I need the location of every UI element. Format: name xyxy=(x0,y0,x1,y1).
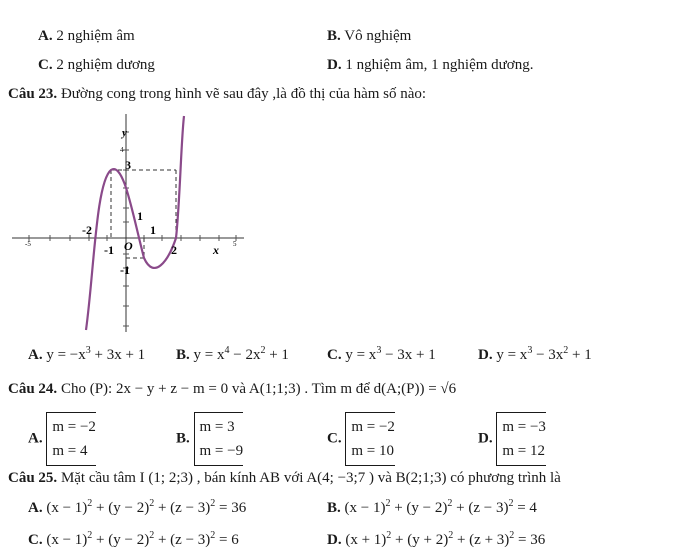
exponent: 4 xyxy=(224,345,230,356)
option-math-rest: + 3x + 1 xyxy=(90,347,146,363)
option-math-rest: + 1 xyxy=(265,347,289,363)
term-z: + (z + 3) xyxy=(453,532,510,548)
term-rhs: = 36 xyxy=(215,500,247,516)
q23-option-d xyxy=(478,347,592,364)
option-bracket xyxy=(46,412,96,466)
term-z: + (z − 3) xyxy=(154,532,211,548)
option-label: D. xyxy=(478,347,493,363)
term-x: (x − 1) xyxy=(46,532,88,548)
label-2: 2 xyxy=(171,243,177,257)
question-number: Câu 24. xyxy=(8,381,58,397)
option-label: C. xyxy=(28,532,43,548)
exponent: 2 xyxy=(87,498,93,509)
exponent: 3 xyxy=(527,345,533,356)
label-neg2: -2 xyxy=(82,223,92,237)
option-label: C. xyxy=(38,57,53,73)
exponent: 2 xyxy=(448,530,454,541)
term-y: + (y − 2) xyxy=(92,500,150,516)
exponent: 2 xyxy=(447,498,453,509)
q22-option-c xyxy=(38,57,155,74)
exponent: 3 xyxy=(85,345,91,356)
exponent: 2 xyxy=(385,498,391,509)
option-label: B. xyxy=(327,28,341,44)
option-bracket xyxy=(194,412,244,466)
bracket-line-1: m = −3 xyxy=(502,419,546,435)
q22-option-d xyxy=(327,57,533,74)
term-rhs: = 4 xyxy=(513,500,537,516)
q25-option-d xyxy=(327,532,545,549)
option-bracket xyxy=(496,412,546,466)
q23-stem xyxy=(8,86,426,103)
bracket-line-2: m = 10 xyxy=(351,443,394,459)
option-math-mid: − 2x xyxy=(229,347,261,363)
term-y: + (y − 2) xyxy=(390,500,448,516)
option-math: y = x xyxy=(193,347,225,363)
term-x: (x − 1) xyxy=(46,500,88,516)
option-label: A. xyxy=(28,347,43,363)
q22-option-a xyxy=(38,28,135,45)
option-text: 2 nghiệm dương xyxy=(56,57,155,73)
x-axis-label: x xyxy=(213,243,219,257)
q25-option-a xyxy=(28,500,246,517)
q24-option-c xyxy=(327,412,395,466)
label-neg1: -1 xyxy=(104,243,114,257)
option-bracket xyxy=(345,412,395,466)
bracket-line-1: m = −2 xyxy=(52,419,96,435)
option-label: D. xyxy=(327,57,342,73)
curve xyxy=(86,116,184,330)
function-graph xyxy=(8,112,253,334)
question-text: Mặt cầu tâm I (1; 2;3) , bán kính AB với A(4; −3;7 ) và B(2;1;3) có phương trình là xyxy=(60,470,561,486)
q24-option-b xyxy=(176,412,243,466)
bracket-line-2: m = 12 xyxy=(502,443,545,459)
exponent: 2 xyxy=(563,345,569,356)
label-origin: O xyxy=(124,239,133,253)
question-text: Đường cong trong hình vẽ sau đây ,là đồ thị của hàm số nào: xyxy=(60,86,427,102)
option-label: C. xyxy=(327,430,342,447)
q25-option-c xyxy=(28,532,239,549)
term-rhs: = 36 xyxy=(514,532,546,548)
option-label: B. xyxy=(327,500,341,516)
q23-option-c xyxy=(327,347,436,364)
term-z: + (z − 3) xyxy=(154,500,211,516)
option-text: 2 nghiệm âm xyxy=(56,28,135,44)
label-3: 3 xyxy=(125,158,131,172)
term-x: (x + 1) xyxy=(345,532,387,548)
option-math: y = x xyxy=(496,347,528,363)
tick-label-neg5: -5 xyxy=(25,240,31,248)
option-label: A. xyxy=(28,430,43,447)
option-math-mid: − 3x xyxy=(532,347,564,363)
option-label: B. xyxy=(176,347,190,363)
option-math-rest: + 1 xyxy=(568,347,592,363)
exponent: 2 xyxy=(260,345,266,356)
exponent: 3 xyxy=(376,345,382,356)
exponent: 2 xyxy=(149,498,155,509)
option-label: B. xyxy=(176,430,190,447)
exponent: 2 xyxy=(508,498,514,509)
bracket-line-1: m = 3 xyxy=(199,419,235,435)
term-z: + (z − 3) xyxy=(452,500,509,516)
exponent: 2 xyxy=(509,530,515,541)
label-neg1-y: -1 xyxy=(120,263,130,277)
option-math-rest: − 3x + 1 xyxy=(381,347,436,363)
term-y: + (y + 2) xyxy=(391,532,449,548)
exponent: 2 xyxy=(210,498,216,509)
question-number: Câu 23. xyxy=(8,86,58,102)
question-text: Cho (P): 2x − y + z − m = 0 và A(1;1;3) . Tìm m để d(A;(P)) = √6 xyxy=(60,381,457,397)
option-label: D. xyxy=(478,430,493,447)
bracket-line-1: m = −2 xyxy=(351,419,395,435)
q24-stem xyxy=(8,381,456,398)
q23-option-a xyxy=(28,347,145,364)
label-1b: 1 xyxy=(150,223,156,237)
exponent: 2 xyxy=(149,530,155,541)
question-number: Câu 25. xyxy=(8,470,58,486)
option-label: A. xyxy=(38,28,53,44)
q23-option-b xyxy=(176,347,289,364)
q22-option-b xyxy=(327,28,411,45)
y-axis-label: y xyxy=(122,127,127,139)
option-text: 1 nghiệm âm, 1 nghiệm dương. xyxy=(345,57,534,73)
exponent: 2 xyxy=(210,530,216,541)
term-rhs: = 6 xyxy=(215,532,239,548)
label-1: 1 xyxy=(137,209,143,223)
exponent: 2 xyxy=(386,530,392,541)
tick-label-5: 5 xyxy=(233,240,237,248)
q25-stem xyxy=(8,470,561,487)
exponent: 2 xyxy=(87,530,93,541)
option-label: A. xyxy=(28,500,43,516)
q25-option-b xyxy=(327,500,537,517)
option-text: Vô nghiệm xyxy=(344,28,412,44)
tick-label-4: 4 xyxy=(120,146,124,154)
option-math: y = x xyxy=(345,347,377,363)
option-math: y = −x xyxy=(46,347,86,363)
bracket-line-2: m = −9 xyxy=(199,443,244,459)
term-y: + (y − 2) xyxy=(92,532,150,548)
bracket-line-2: m = 4 xyxy=(52,443,88,459)
option-label: C. xyxy=(327,347,342,363)
q24-option-a xyxy=(28,412,96,466)
q24-option-d xyxy=(478,412,546,466)
option-label: D. xyxy=(327,532,342,548)
term-x: (x − 1) xyxy=(344,500,386,516)
